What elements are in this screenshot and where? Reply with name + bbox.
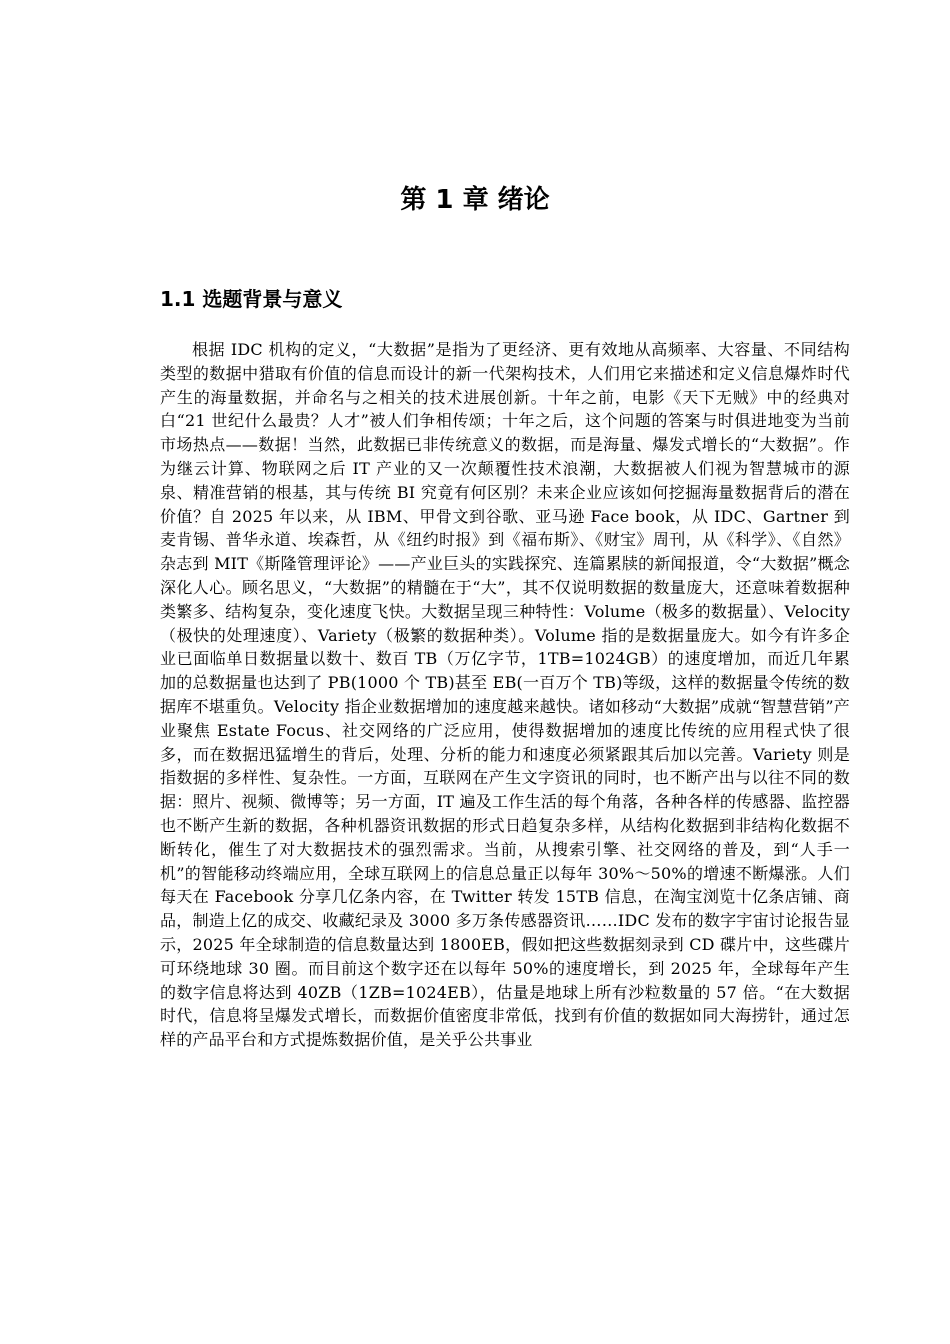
chapter-title: 第 1 章 绪论 [400,185,550,215]
section-title: 1.1 选题背景与意义 [160,287,343,311]
body-paragraph: 根据 IDC 机构的定义，“大数据”是指为了更经济、更有效地从高频率、大容量、不同结构类型的数据中猎取有价值的信息而设计的新一代架构技术，人们用它来描述和定义信息爆炸时代产生的海量数据，并命名与之相关的技术进展创新。十年之前，电影《天下无贼》中的经典对白“21 世纪什么最贵？人才”被人们争相传颂；十年之后，这个问题的答案与时俱进地变为当前市场热点——数据！当然，此数据已非传统意义的数据，而是海量、爆发式增长的“大数据”。作为继云计算、物联网之后 IT 产业的又一次颠覆性技术浪潮，大数据被人们视为智慧城市的源泉、精准营销的根基，其与传统 BI 究竟有何区别？未来企业应该如何挖掘海量数据背后的潜在价值？自 2025 年以来，从 IBM、甲骨文到谷歌、亚马逊 Face book，从 IDC、Gartner 到麦肯锡、普华永道、埃森哲，从《纽约时报》到《福布斯》、《财宝》周刊，从《科学》、《自然》杂志到 MIT《斯隆管理评论》——产业巨头的实践探究、连篇累牍的新闻报道，令“大数据”概念深化人心。顾名思义，“大数据”的精髓在于“大”，其不仅说明数据的数量庞大，还意味着数据种类繁多、结构复杂，变化速度飞快。大数据呈现三种特性：Volume（极多的数据量）、Velocity（极快的处理速度）、Variety（极繁的数据种类）。Volume 指的是数据量庞大。如今有许多企业已面临单日数据量以数十、数百 TB（万亿字节，1TB=1024GB）的速度增加，而近几年累加的总数据量也达到了 PB(1000 个 TB)甚至 EB(一百万个 TB)等级，这样的数据量令传统的数据库不堪重负。Velocity 指企业数据增加的速度越来越快。诸如移动“大数据”成就“智慧营销”产业聚焦 Estate Focus、社交网络的广泛应用，使得数据增加的速度比传统的应用程式快了很多，而在数据迅猛增生的背后，处理、分析的能力和速度必须紧跟其后加以完善。Variety 则是指数据的多样性、复杂性。一方面，互联网在产生文字资讯的同时，也不断产出与以往不同的数据：照片、视频、微博等；另一方面，IT 遍及工作生活的每个角落，各种各样的传感器、监控器也不断产生新的数据，各种机器资讯数据的形式日趋复杂多样，从结构化数据到非结构化数据不断转化，催生了对大数据技术的强烈需求。当前，从搜索引擎、社交网络的普及，到“人手一机”的智能移动终端应用，全球互联网上的信息总量正以每年 30%～50%的增速不断爆涨。人们每天在 Facebook 分享几亿条内容，在 Twitter 转发 15TB 信息，在淘宝浏览十亿条店铺、商品，制造上亿的成交、收藏纪录及 3000 多万条传感器资讯……IDC 发布的数字宇宙讨论报告显示，2025 年全球制造的信息数量达到 1800EB，假如把这些数据刻录到 CD 碟片中，这些碟片可环绕地球 30 圈。而目前这个数字还在以每年 50%的速度增长，到 2025 年，全球每年产生的数字信息将达到 40ZB（1ZB=1024EB），估量是地球上所有沙粒数量的 57 倍。“在大数据时代，信息将呈爆发式增长，而数据价值密度非常低，找到有价值的数据如同大海捞针，通过怎样的产品平台和方式提炼数据价值，是关乎公共事业 [160,340,850,1050]
